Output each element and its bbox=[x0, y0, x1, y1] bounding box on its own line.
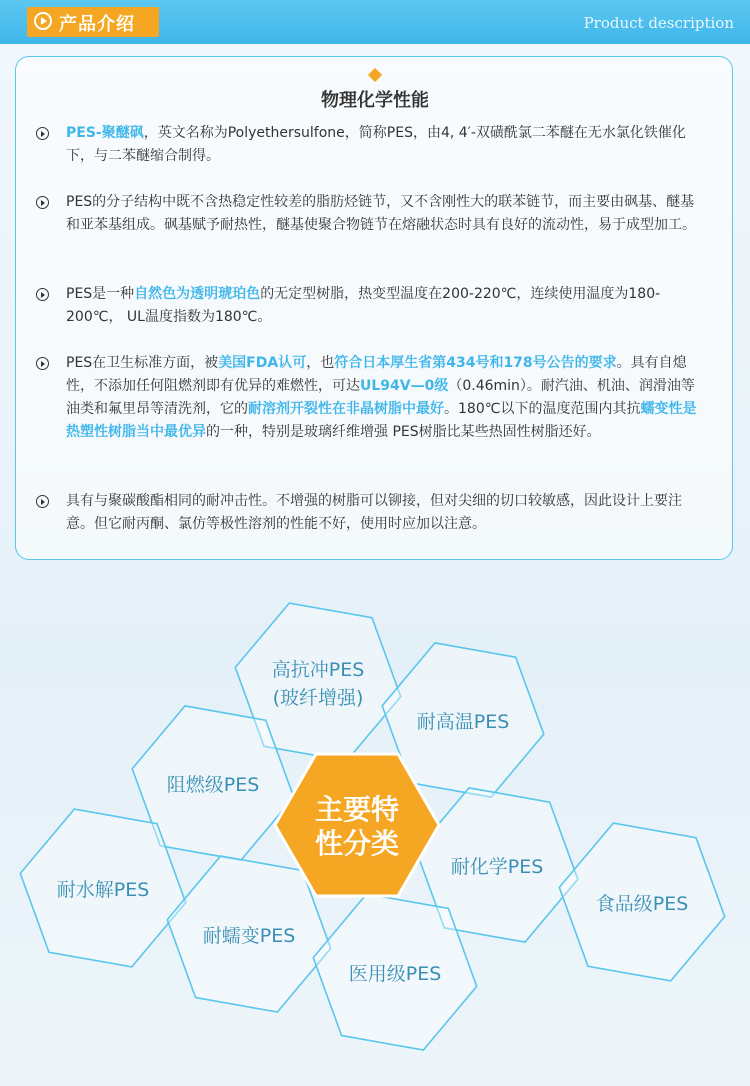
hexagon-label-hydrolysis: 耐水解PES bbox=[56, 879, 150, 901]
paragraph-text: PES是一种 bbox=[66, 286, 135, 302]
property-hexagon-diagram bbox=[0, 590, 750, 1086]
hexagon-label-impact: (玻纤增强) bbox=[272, 687, 364, 709]
paragraph-2 bbox=[66, 191, 698, 237]
hexagon-svg bbox=[0, 590, 750, 1086]
highlight-text: PES-聚醚砜 bbox=[66, 125, 144, 141]
paragraph-text: （0.46min）。耐汽油、机油、润滑油等油类和氟里昂等清洗剂，它的 bbox=[66, 378, 695, 417]
highlight-text: 自然色为透明琥珀色 bbox=[134, 286, 261, 302]
hexagon-label-food: 食品级PES bbox=[595, 893, 689, 915]
highlight-text: 美国FDA认可 bbox=[218, 355, 307, 371]
hexagon-label-chemical: 耐化学PES bbox=[450, 856, 544, 878]
highlight-text: UL94V—0级 bbox=[360, 378, 449, 394]
hexagon-label-creep: 耐蠕变PES bbox=[202, 925, 296, 947]
hexagon-label-flame: 阻燃级PES bbox=[166, 774, 260, 796]
paragraph-4 bbox=[66, 352, 698, 444]
play-circle-icon bbox=[34, 12, 52, 30]
bullet-icon bbox=[36, 288, 49, 301]
highlight-text: 符合日本厚生省第434号和178号公告的要求 bbox=[334, 355, 617, 371]
paragraph-text: 的无定型树脂，热变型温度在200-220℃，连续使用温度为180-200℃， UL温度指数为180℃。 bbox=[66, 286, 661, 325]
english-title: Product description bbox=[583, 14, 734, 32]
paragraph-text: ，也 bbox=[306, 355, 335, 371]
highlight-text: 蠕变性是热塑性树脂当中最优异 bbox=[66, 401, 697, 440]
paragraph-3 bbox=[66, 283, 698, 329]
paragraph-1 bbox=[66, 122, 698, 168]
section-title: 物理化学性能 bbox=[321, 90, 429, 111]
center-hexagon-label: 性分类 bbox=[314, 827, 400, 860]
paragraph-text: 具有与聚碳酸酯相同的耐冲击性。不增强的树脂可以铆接，但对尖细的切口较敏感，因此设计上要注意。但它耐丙酮、氯仿等极性溶剂的性能不好，使用时应加以注意。 bbox=[66, 493, 682, 532]
hexagon-label-impact: 高抗冲PES bbox=[271, 659, 365, 681]
paragraph-5 bbox=[66, 490, 698, 536]
bullet-icon bbox=[36, 196, 49, 209]
paragraph-text: 。180℃以下的温度范围内其抗 bbox=[444, 401, 641, 417]
highlight-text: 耐溶剂开裂性在非晶树脂中最好 bbox=[248, 401, 444, 417]
header-bar bbox=[0, 0, 750, 44]
paragraph-text: 的一种，特别是玻璃纤维增强 PES树脂比某些热固性树脂还好。 bbox=[206, 424, 601, 440]
bullet-icon bbox=[36, 495, 49, 508]
paragraph-text: PES在卫生标准方面，被 bbox=[66, 355, 219, 371]
paragraph-text: ，英文名称为Polyethersulfone，简称PES，由4, 4′-双磺酰氯二苯醚在无水氯化铁催化下，与二苯醚缩合制得。 bbox=[66, 125, 686, 164]
paragraph-text: 。具有自熄性，不添加任何阻燃剂即有优异的难燃性，可达 bbox=[66, 355, 687, 394]
section-tag bbox=[27, 7, 159, 37]
hexagon-label-high-temp: 耐高温PES bbox=[416, 711, 510, 733]
section-tag-label: 产品介绍 bbox=[59, 14, 135, 35]
paragraph-text: PES的分子结构中既不含热稳定性较差的脂肪烃链节，又不含刚性大的联苯链节，而主要由砜基、醚基和亚苯基组成。砜基赋予耐热性，醚基使聚合物链节在熔融状态时具有良好的流动性，易于成型加工。 bbox=[66, 194, 696, 233]
hexagon-label-medical: 医用级PES bbox=[348, 963, 442, 985]
bullet-icon bbox=[36, 357, 49, 370]
center-hexagon-label: 主要特 bbox=[314, 793, 400, 826]
bullet-icon bbox=[36, 127, 49, 140]
